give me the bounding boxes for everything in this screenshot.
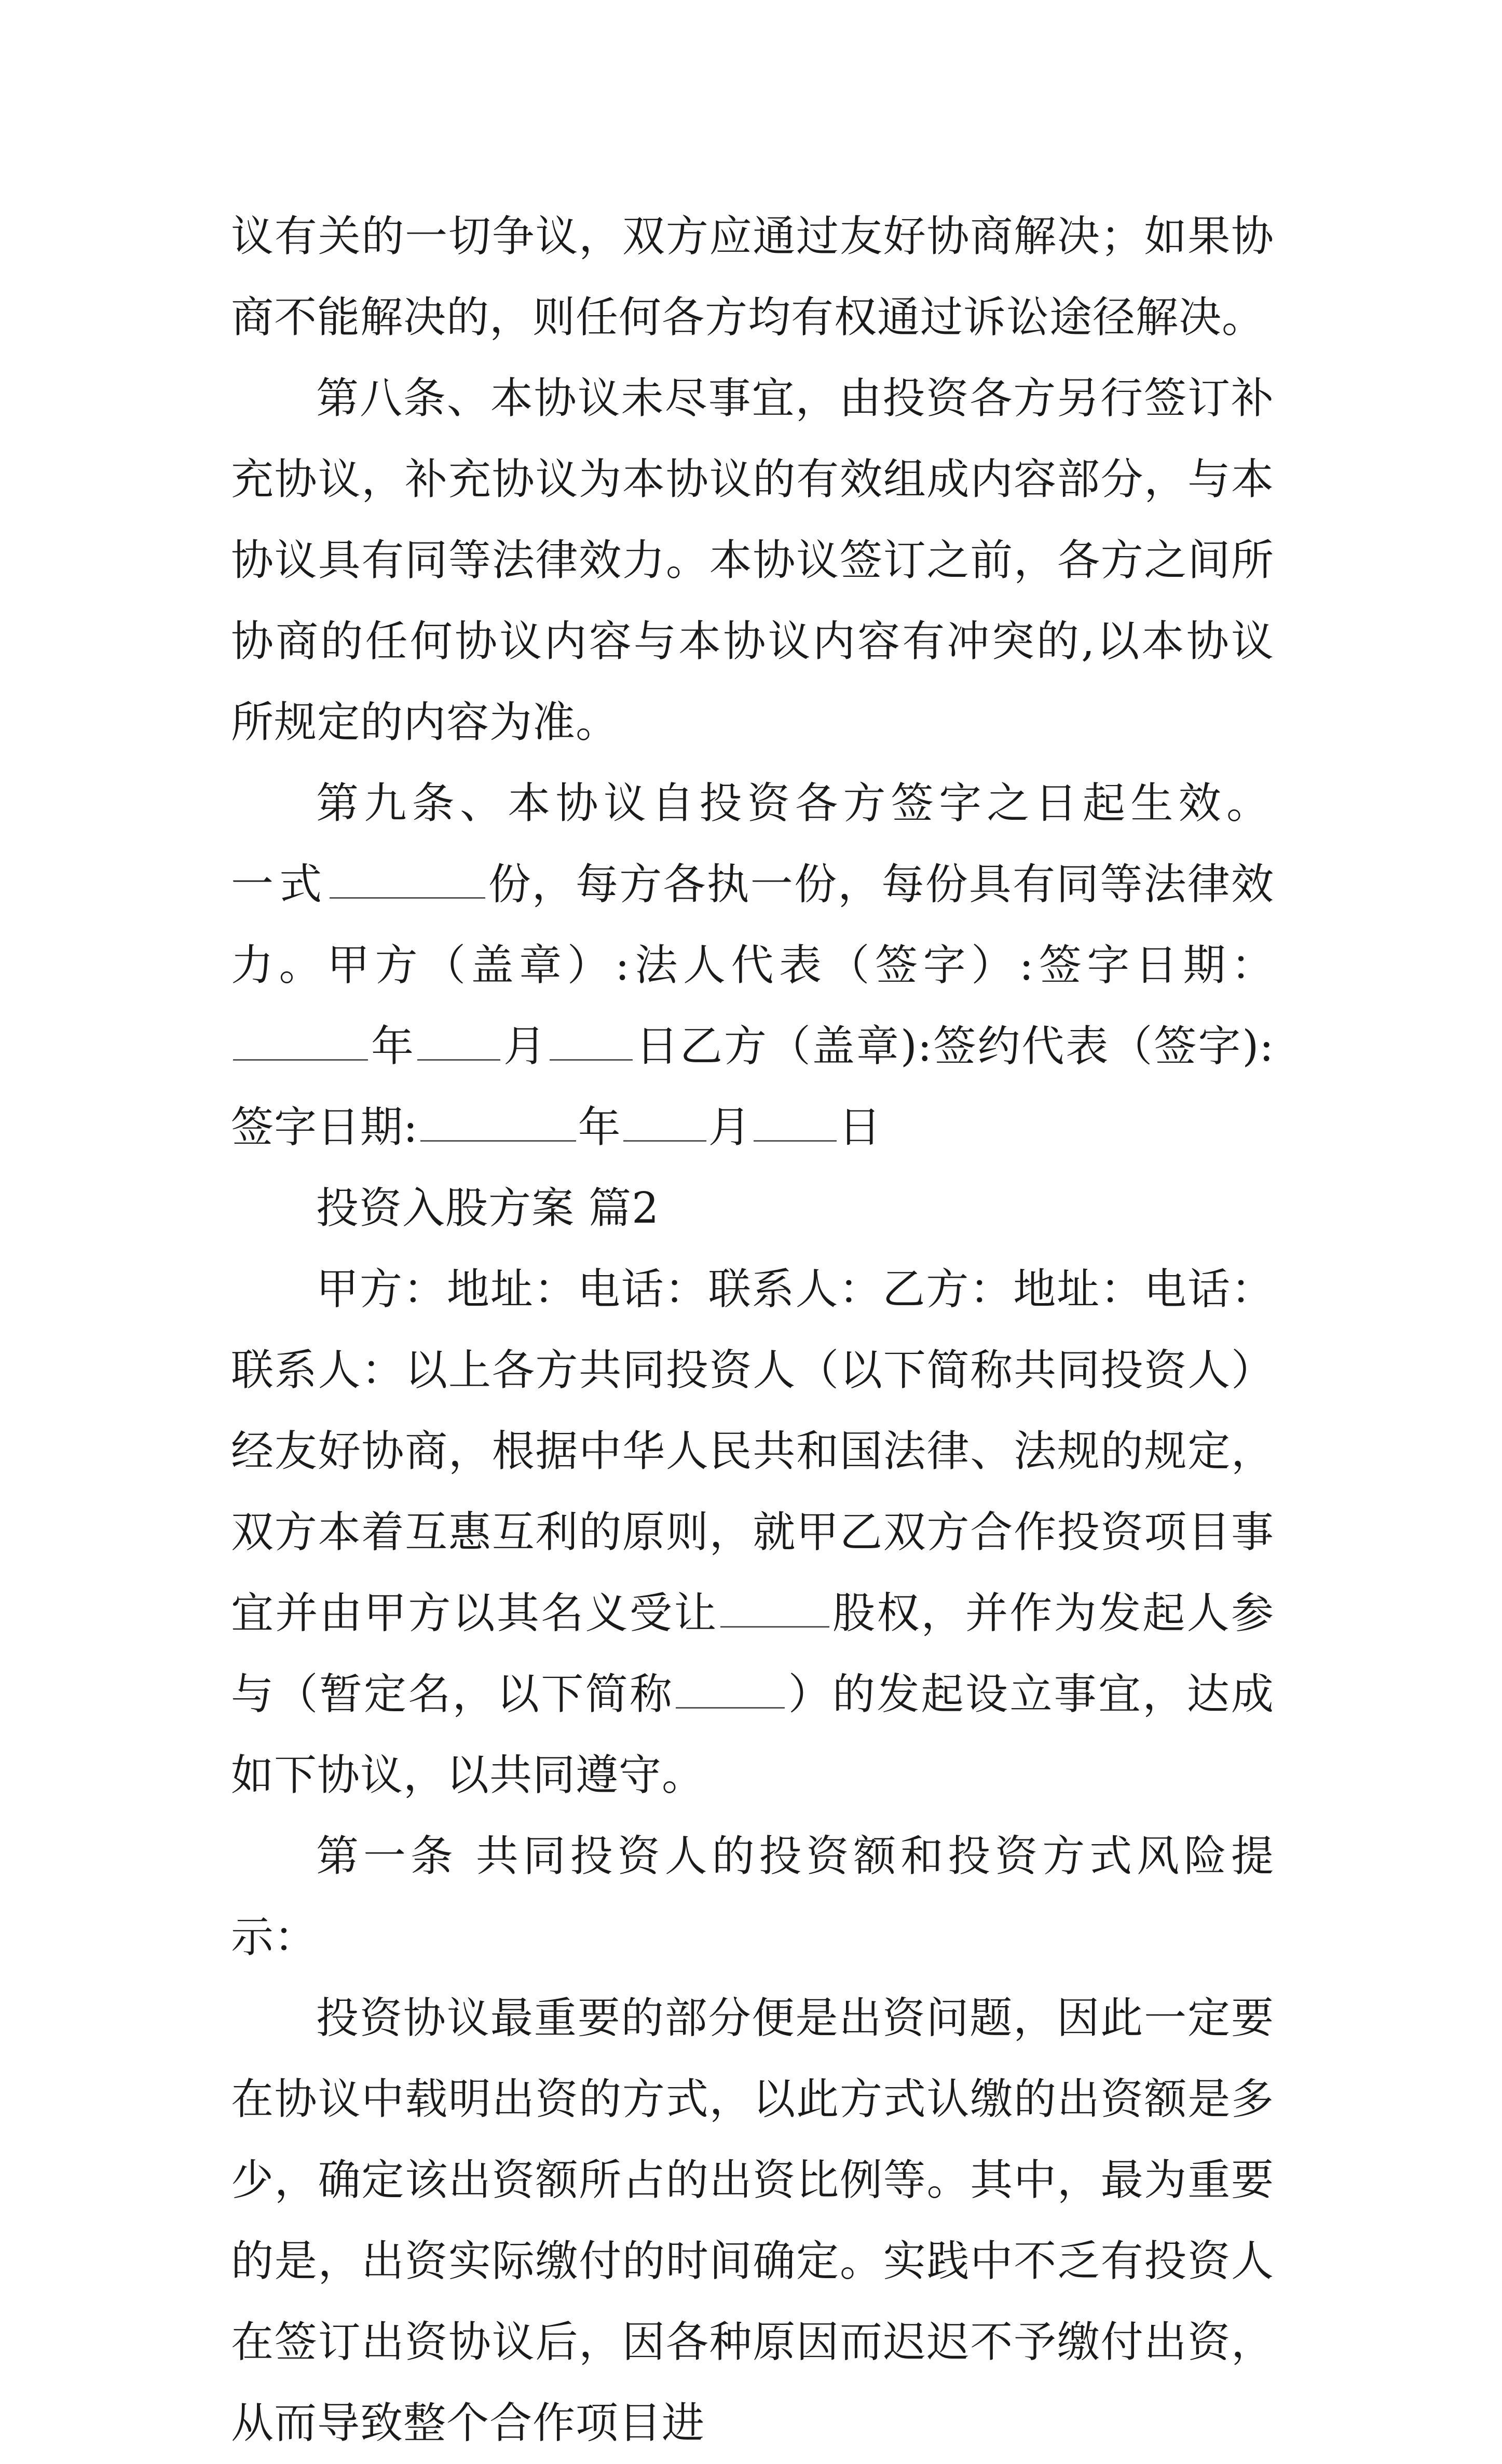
short-name-blank: [676, 1669, 785, 1709]
party-a-month-blank: [417, 1021, 500, 1061]
paragraph-dispute-resolution: 议有关的一切争议，双方应通过友好协商解决；如果协商不能解决的，则任何各方均有权通过诉讼途径解决。: [231, 212, 1274, 342]
party-a-day-blank: [550, 1021, 633, 1061]
party-a-year-blank: [233, 1021, 368, 1061]
party-b-day-label: 日: [838, 1103, 882, 1152]
party-b-year-label: 年: [578, 1103, 621, 1152]
paragraph-risk-notice: 投资协议最重要的部分便是出资问题，因此一定要在协议中载明出资的方式，以此方式认缴的出资额是多少，确定该出资额所占的出资比例等。其中，最为重要的是，出资实际缴付的时间确定。实践中不乏有投资人在签订出资协议后，因各种原因而迟迟不予缴付出资，从而导致整个合作项目进: [231, 1994, 1274, 2448]
paragraph-article-8: 第八条、本协议未尽事宜，由投资各方另行签订补充协议，补充协议为本协议的有效组成内容部分，与本协议具有同等法律效力。本协议签订之前，各方之间所协商的任何协议内容与本协议内容有冲突的,以本协议所规定的内容为准。: [231, 374, 1274, 747]
section-heading: 投资入股方案 篇2: [316, 1184, 660, 1233]
article-1-heading: 第一条 共同投资人的投资额和投资方式风险提示：: [231, 1832, 1274, 1962]
article-9-text: 份，每方各执一份，每份具有同等法律效力。甲方（盖章）:法人代表（签字）:签字日期：: [231, 860, 1274, 990]
article-9-lead: 第九条、本协议自投资各方签字之日起生效。一式: [231, 779, 1274, 909]
party-a-year-label: 年: [370, 1022, 415, 1071]
equity-blank: [720, 1588, 829, 1628]
party-b-signature-text: 日乙方（盖章):签约代表（签字):签字日期:: [231, 1022, 1274, 1152]
party-b-date-blank: [420, 1102, 576, 1142]
parties-text-2: 股权，并作为发起人参与（暂定名，以下简称: [231, 1589, 1274, 1719]
parties-text: 甲方：地址：电话：联系人：乙方：地址：电话：联系人：以上各方共同投资人（以下简称共同投资人）经友好协商，根据中华人民共和国法律、法规的规定，双方本着互惠互利的原则，就甲乙双方合作投资项目事宜并由甲方以其名义受让: [231, 1265, 1274, 1638]
party-a-month-label: 月: [502, 1022, 548, 1071]
paragraph-parties: [231, 1249, 1274, 1816]
party-b-month-blank: [623, 1102, 706, 1142]
parties-text-3: ）的发起设立事宜，达成如下协议，以共同遵守。: [231, 1670, 1274, 1800]
copies-blank: [330, 859, 485, 899]
document-body: [231, 196, 1274, 2464]
party-b-month-label: 月: [708, 1103, 752, 1152]
paragraph-article-9: [231, 763, 1274, 1168]
party-b-day-blank: [754, 1102, 837, 1142]
